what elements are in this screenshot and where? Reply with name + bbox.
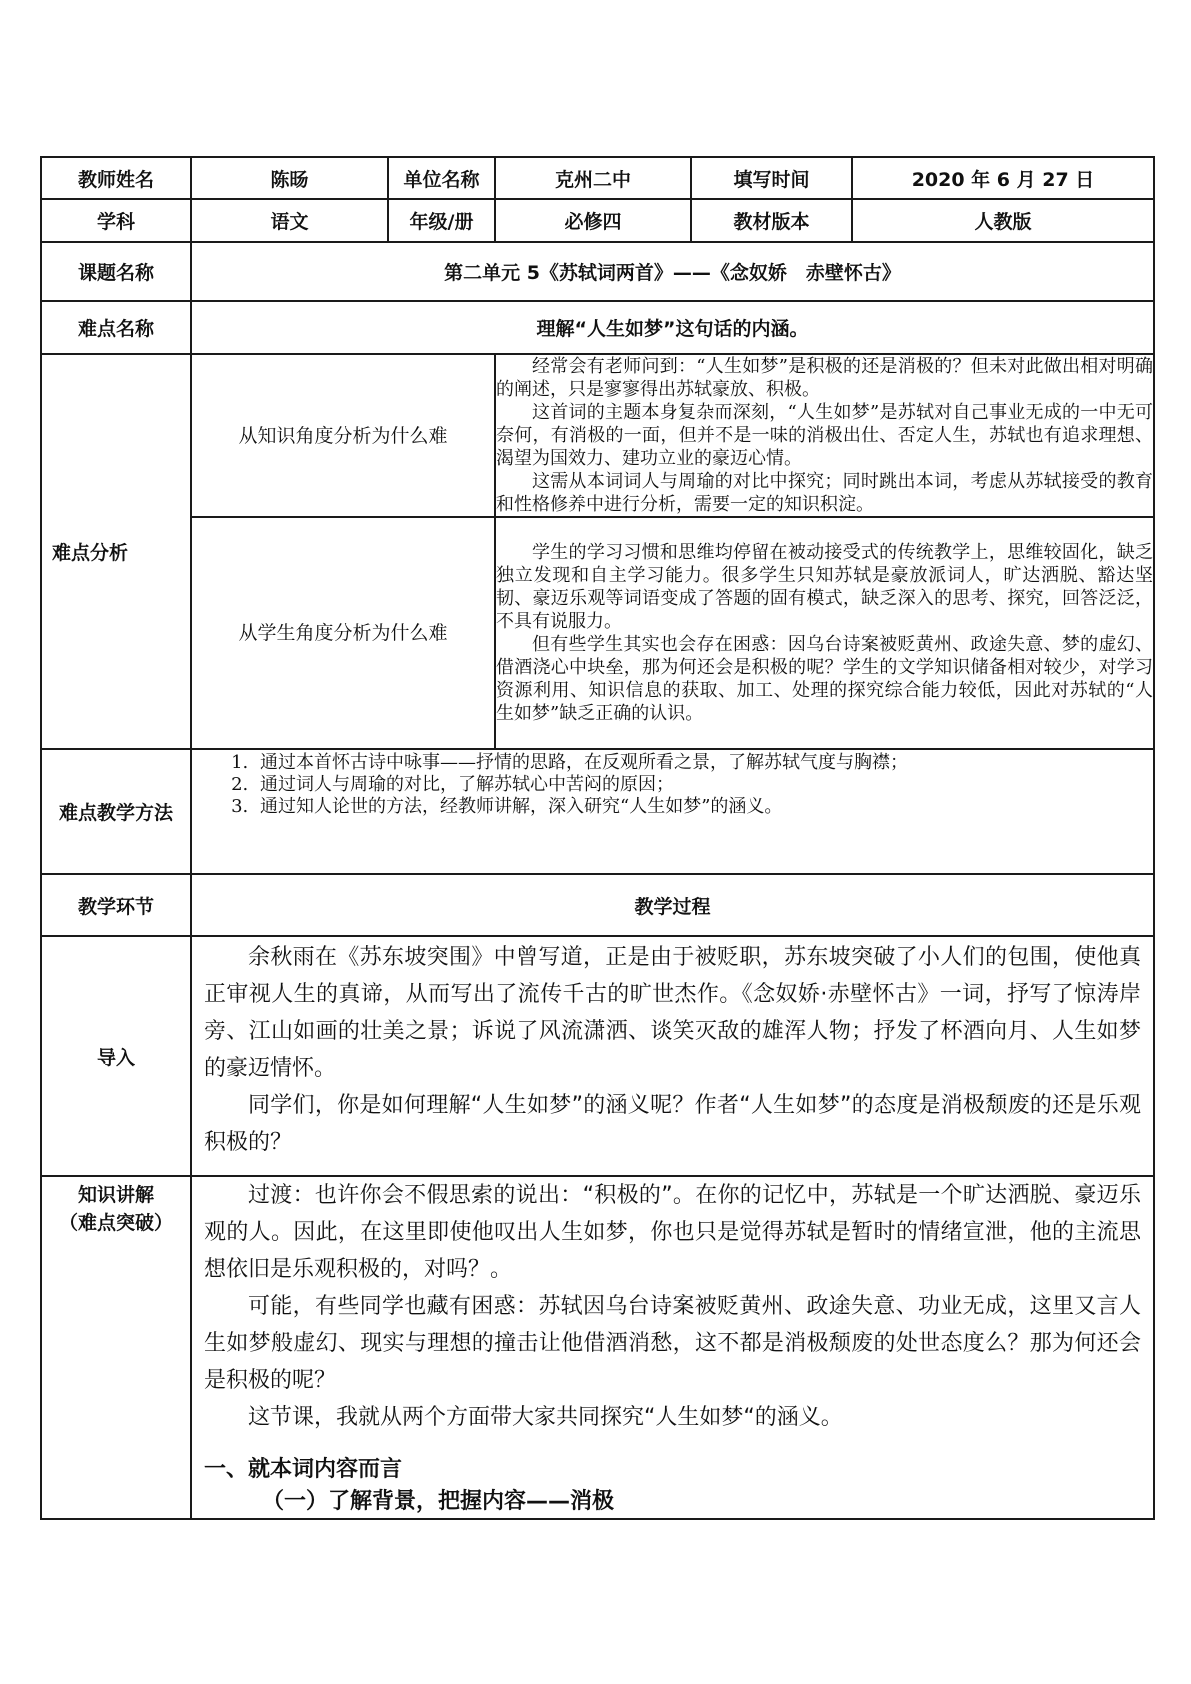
textbook-label: 教材版本	[691, 199, 852, 242]
unit-value: 克州二中	[495, 157, 691, 199]
header-row-2	[41, 199, 1154, 242]
lecture-label: 知识讲解	[77, 1184, 154, 1206]
lecture-row	[41, 1176, 1154, 1519]
subject-value: 语文	[191, 199, 388, 242]
sub-heading: （一）了解背景，把握内容——消极	[262, 1489, 615, 1514]
student-angle-label: 从学生角度分析为什么难	[191, 517, 495, 749]
topic-label: 课题名称	[41, 242, 191, 301]
method-item-1: 1. 通过本首怀古诗中咏事——抒情的思路，在反观所看之景，了解苏轼气度与胸襟；	[254, 752, 1153, 774]
analysis-row-knowledge	[41, 354, 1154, 517]
stage-label: 教学环节	[41, 874, 191, 936]
lecture-cell	[191, 1176, 1154, 1519]
grade-label: 年级/册	[388, 199, 495, 242]
intro-para-2: 同学们，你是如何理解“人生如梦”的涵义呢？作者“人生如梦”的态度是消极颓废的还是乐观积极的？	[204, 1093, 1141, 1155]
grade-value: 必修四	[495, 199, 691, 242]
header-row-1	[41, 157, 1154, 199]
knowledge-angle-text	[495, 354, 1154, 517]
analysis-label: 难点分析	[41, 354, 191, 749]
textbook-value: 人教版	[852, 199, 1154, 242]
lecture-para-2: 可能，有些同学也藏有困惑：苏轼因乌台诗案被贬黄州、政途失意、功业无成，这里又言人生如梦般虚幻、现实与理想的撞击让他借酒消愁，这不都是消极颓废的处世态度么？那为何还会是积极的呢？	[204, 1294, 1141, 1393]
knowledge-para-2: 这首词的主题本身复杂而深刻，“人生如梦”是苏轼对自己事业无成的一中无可奈何，有消极的一面，但并不是一味的消极出仕、否定人生，苏轼也有追求理想、渴望为国效力、建功立业的豪迈心情。	[496, 402, 1153, 469]
lecture-para-1: 过渡：也许你会不假思索的说出：“积极的”。在你的记忆中，苏轼是一个旷达洒脱、豪迈乐观的人。因此，在这里即使他叹出人生如梦，你也只是觉得苏轼是暂时的情绪宣泄，他的主流思想依旧是乐观积极的，对吗？。	[204, 1183, 1141, 1282]
methods-row	[41, 749, 1154, 874]
teacher-label: 教师姓名	[41, 157, 191, 199]
date-value: 2020 年 6 月 27 日	[852, 157, 1154, 199]
process-label: 教学过程	[191, 874, 1154, 936]
lecture-label-cell	[41, 1176, 191, 1519]
teacher-value: 陈旸	[191, 157, 388, 199]
lecture-para-3: 这节课，我就从两个方面带大家共同探究“人生如梦“的涵义。	[248, 1405, 843, 1430]
knowledge-angle-label: 从知识角度分析为什么难	[191, 354, 495, 517]
subject-label: 学科	[41, 199, 191, 242]
student-para-2: 但有些学生其实也会存在困惑：因乌台诗案被贬黄州、政途失意、梦的虚幻、借酒浇心中块垒，那为何还会是积极的呢？学生的文学知识储备相对较少，对学习资源利用、知识信息的获取、加工、处理的探究综合能力较低，因此对苏轼的“人生如梦”缺乏正确的认识。	[496, 634, 1153, 724]
topic-value: 第二单元 5《苏轼词两首》——《念奴娇 赤壁怀古》	[191, 242, 1154, 301]
intro-para-1: 余秋雨在《苏东坡突围》中曾写道，正是由于被贬职，苏东坡突破了小人们的包围，使他真正审视人生的真谛，从而写出了流传千古的旷世杰作。《念奴娇·赤壁怀古》一词，抒写了惊涛岸旁、江山如画的壮美之景；诉说了风流潇洒、谈笑灭敌的雄浑人物；抒发了杯酒向月、人生如梦的豪迈情怀。	[204, 945, 1141, 1081]
intro-label: 导入	[41, 936, 191, 1176]
student-para-1: 学生的学习习惯和思维均停留在被动接受式的传统教学上，思维较固化，缺乏独立发现和自主学习能力。很多学生只知苏轼是豪放派词人，旷达洒脱、豁达坚韧、豪迈乐观等词语变成了答题的固有模式，缺乏深入的思考、探究，回答泛泛，不具有说服力。	[496, 542, 1153, 632]
difficulty-label: 难点名称	[41, 301, 191, 354]
process-header-row	[41, 874, 1154, 936]
knowledge-para-1: 经常会有老师问到：“人生如梦”是积极的还是消极的？但未对此做出相对明确的阐述，只是寥寥得出苏轼豪放、积极。	[496, 356, 1153, 400]
unit-label: 单位名称	[388, 157, 495, 199]
topic-row	[41, 242, 1154, 301]
knowledge-para-3: 这需从本词词人与周瑜的对比中探究；同时跳出本词，考虑从苏轼接受的教育和性格修养中进行分析，需要一定的知识积淀。	[496, 471, 1153, 515]
difficulty-row	[41, 301, 1154, 354]
lecture-sublabel: （难点突破）	[58, 1212, 173, 1234]
lesson-design-table	[40, 156, 1155, 1520]
date-label: 填写时间	[691, 157, 852, 199]
methods-label: 难点教学方法	[41, 749, 191, 874]
method-item-2: 2. 通过词人与周瑜的对比，了解苏轼心中苦闷的原因；	[254, 774, 1153, 796]
intro-cell	[191, 936, 1154, 1176]
difficulty-value: 理解“人生如梦”这句话的内涵。	[191, 301, 1154, 354]
methods-list	[192, 752, 1153, 818]
methods-cell	[191, 749, 1154, 874]
intro-row	[41, 936, 1154, 1176]
student-angle-text	[495, 517, 1154, 749]
section-heading: 一、就本词内容而言	[204, 1457, 403, 1482]
method-item-3: 3. 通过知人论世的方法，经教师讲解，深入研究“人生如梦”的涵义。	[254, 796, 1153, 818]
analysis-row-student	[41, 517, 1154, 749]
